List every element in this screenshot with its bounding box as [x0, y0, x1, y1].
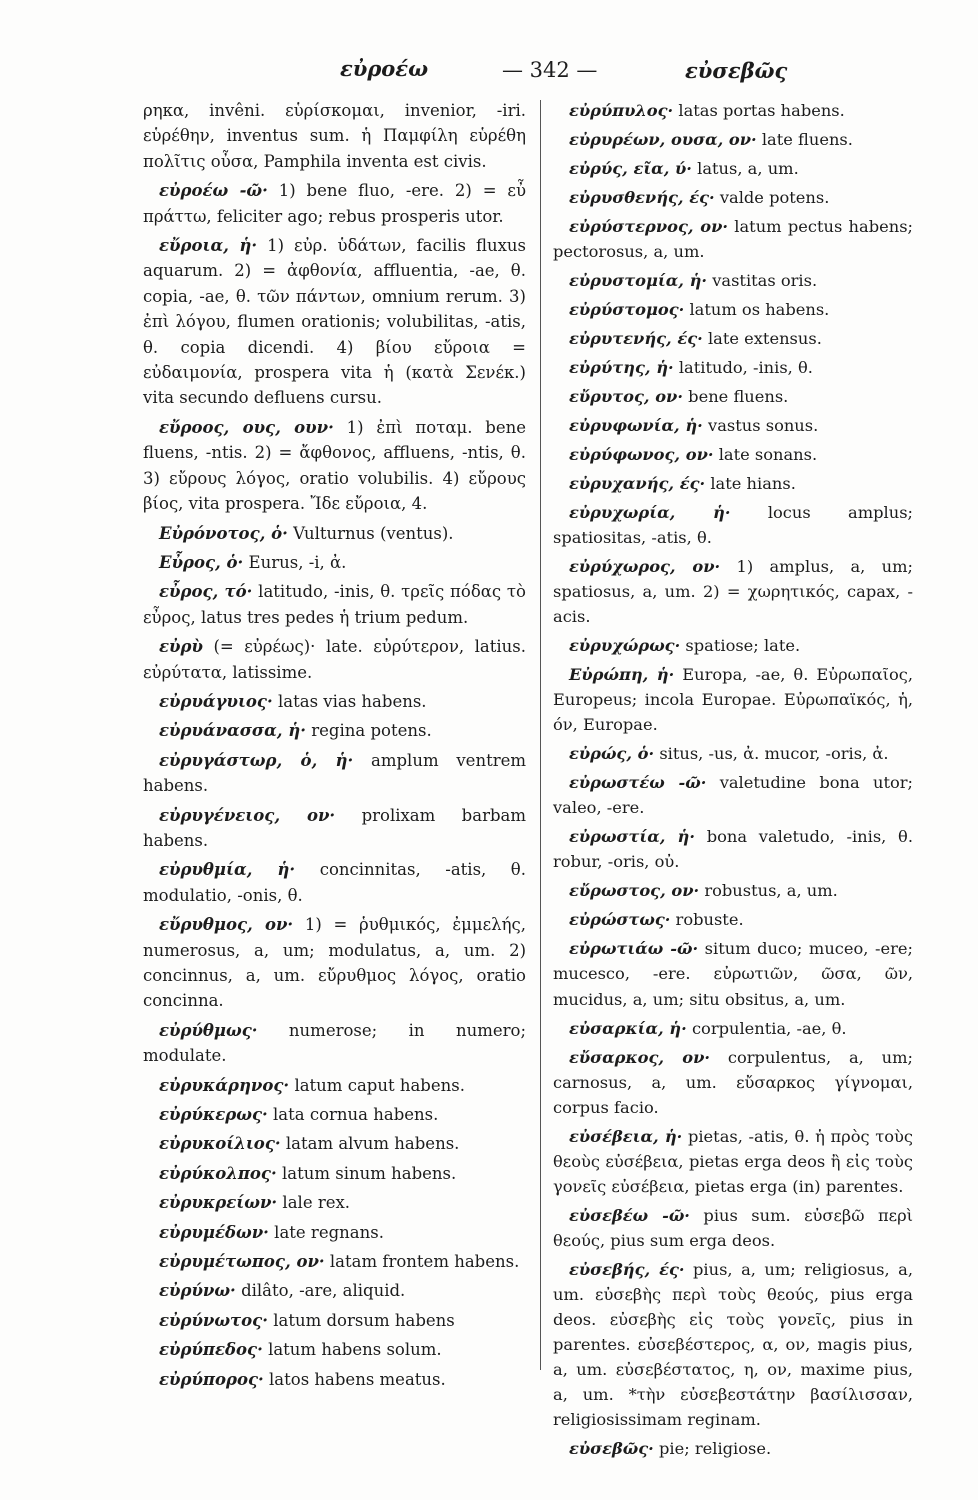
entry-headword: εὐρώς, ὁ·: [569, 744, 655, 764]
entry-definition: latam frontem habens.: [329, 1252, 520, 1272]
page-number: — 342 —: [502, 58, 598, 82]
entry-headword: εὐρὺ: [159, 637, 203, 657]
entry-headword: εὐρύτης, ἡ·: [569, 358, 674, 378]
dictionary-entry: [553, 384, 913, 409]
entry-definition: 1) amplus, a, um; spatiosus, a, um. 2) = χωρητικός, capax, -acis.: [553, 557, 913, 627]
dictionary-entry: [143, 98, 526, 174]
dictionary-entry: [553, 355, 913, 380]
entry-headword: εὖρος, τό·: [159, 582, 253, 602]
entry-headword: εὐρυκάρηνος·: [159, 1075, 290, 1095]
dictionary-entry: [553, 268, 913, 293]
entry-headword: εὐρύκολπος·: [159, 1163, 277, 1183]
entry-definition: bona valetudo, -inis, θ. robur, -oris, οὐ.: [553, 827, 913, 872]
entry-definition: robustus, a, um.: [704, 881, 838, 901]
dictionary-entry: [553, 1257, 913, 1432]
entry-headword: εὐρύστερνος, ον·: [569, 217, 729, 237]
dictionary-entry: [553, 471, 913, 496]
dictionary-entry: [553, 413, 913, 438]
entry-definition: latitudo, -inis, θ. τρεῖς πόδας τὸ εὖρος, latus tres pedes ἡ trium pedum.: [143, 582, 526, 627]
dictionary-entry: [143, 550, 526, 575]
entry-definition: late regnans.: [274, 1222, 384, 1242]
entry-definition: bene fluens.: [688, 387, 789, 407]
entry-definition: pius, a, um; religiosus, a, um. εὐσεβὴς περὶ τοὺς θεούς, pius erga deos. εὐσεβὴς εἰς τοὺς γονεῖς, pius in parentes. εὐσεβέστερος, α, ον, magis pius, a, um. εὐσεβέστατος, η, ον, maxime pius, a, um. *τὴν εὐσεβεστάτην βασίλισσαν, religiosissimam reginam.: [553, 1259, 913, 1429]
entry-definition: 1) εὐρ. ὑδάτων, facilis fluxus aquarum. 2) = ἀφθονία, affluentia, -ae, θ. copia, -ae, θ. τῶν πάντων, omnium rerum. 3) ἐπὶ λόγου, flumen orationis; volubilitas, -atis, θ. copia dicendi. 4) βίου εὔροια = εὐδαιμονία, prospera vita ἡ (κατὰ Σενέκ.) vita secundo defluens cursu.: [143, 236, 527, 408]
dictionary-entry: [143, 718, 526, 743]
entry-definition: pietas, -atis, θ. ἡ πρὸς τοὺς θεοὺς εὐσέβεια, pietas erga deos ἢ εἰς τοὺς γονεῖς εὐσέβεια, pietas erga (in) parentes.: [553, 1126, 914, 1196]
dictionary-entry: [553, 1016, 913, 1041]
entry-headword: εὐσεβής, ές·: [569, 1259, 685, 1279]
entry-headword: εὐσεβέω -ῶ·: [569, 1205, 690, 1225]
dictionary-entry: [553, 442, 913, 467]
dictionary-entry: [553, 500, 913, 550]
dictionary-entry: [143, 1308, 526, 1333]
entry-definition: late hians.: [710, 474, 796, 494]
dictionary-entry: [553, 770, 913, 820]
entry-definition: dilâto, -are, aliquid.: [241, 1281, 406, 1301]
entry-headword: εὐρύπεδος·: [159, 1340, 263, 1360]
entry-headword: εὐρυχώρως·: [569, 636, 681, 656]
entry-definition: lata cornua habens.: [273, 1105, 439, 1125]
dictionary-entry: [553, 936, 913, 1011]
entry-headword: εὐρυστομία, ἡ·: [569, 271, 708, 291]
dictionary-entry: [553, 1124, 913, 1199]
dictionary-entry: [553, 127, 913, 152]
entry-headword: εὐρυφωνία, ἡ·: [569, 416, 703, 436]
entry-definition: valetudine bona utor; valeo, -ere.: [553, 773, 914, 818]
entry-headword: εὐρυμέτωπος, ον·: [159, 1252, 325, 1272]
entry-headword: εὐρυγένειος, ον·: [159, 805, 336, 825]
entry-definition: 1) bene fluo, -ere. 2) = εὖ πράττω, feliciter ago; rebus prosperis utor.: [143, 181, 526, 226]
entry-headword: εὐρυτενής, ές·: [569, 329, 703, 349]
dictionary-entry: [143, 748, 526, 799]
entry-headword: εὔρυτος, ον·: [569, 387, 683, 407]
dictionary-entry: [143, 415, 526, 517]
entry-headword: εὐσεβῶς·: [569, 1438, 654, 1458]
entry-headword: εὐρύχωρος, ον·: [569, 557, 721, 577]
entry-headword: Εὖρος, ὁ·: [159, 552, 244, 572]
entry-definition: latum sinum habens.: [281, 1163, 457, 1183]
entry-headword: εὐρύπορος·: [159, 1369, 264, 1389]
entry-definition: amplum ventrem habens.: [143, 750, 527, 796]
entry-definition: situm duco; muceo, -ere; mucesco, -ere. εὐρωτιῶν, ῶσα, ῶν, mucidus, a, um; situ obsitus, a, um.: [553, 939, 913, 1009]
entry-definition: pie; religiose.: [659, 1438, 772, 1458]
dictionary-entry: [553, 326, 913, 351]
entry-definition: late sonans.: [718, 445, 818, 465]
dictionary-entry: [143, 233, 526, 411]
dictionary-entry: [553, 214, 913, 264]
entry-headword: εὐρωστία, ἡ·: [569, 827, 696, 847]
dictionary-entry: [553, 1203, 913, 1253]
entry-headword: εὐρυκοίλιος·: [159, 1134, 281, 1154]
entry-headword: εὐρυάγυιος·: [159, 691, 273, 711]
entry-headword: εὐρυχωρία, ἡ·: [569, 503, 731, 523]
entry-definition: latum dorsum habens: [273, 1310, 455, 1330]
entry-headword: εὐρύθμως·: [159, 1020, 258, 1040]
entry-definition: latam alvum habens.: [285, 1134, 460, 1154]
entry-headword: εὐρωτιάω -ῶ·: [569, 939, 699, 959]
entry-headword: εὔροια, ἡ·: [159, 236, 258, 256]
dictionary-entry: [143, 912, 526, 1014]
entry-definition: latum caput habens.: [294, 1075, 465, 1095]
entry-headword: εὐρυχανής, ές·: [569, 474, 706, 494]
entry-definition: ρηκα, invêni. εὑρίσκομαι, invenior, -iri. εὑρέθην, inventus sum. ἡ Παμφίλη εὑρέθη πολῖτις οὖσα, Pamphila inventa est civis.: [143, 101, 526, 171]
dictionary-entry: [143, 1018, 526, 1069]
entry-definition: latum habens solum.: [268, 1340, 442, 1360]
entry-definition: valde potens.: [719, 188, 830, 208]
entry-definition: vastitas oris.: [712, 271, 818, 291]
entry-definition: latum os habens.: [689, 300, 830, 320]
entry-headword: εὐρώστως·: [569, 910, 671, 930]
entry-definition: late extensus.: [707, 329, 822, 349]
left-column: [143, 98, 526, 1396]
entry-headword: εὐροέω -ῶ·: [159, 181, 268, 201]
dictionary-entry: [553, 741, 913, 766]
entry-headword: εὐρυσθενής, ές·: [569, 188, 715, 208]
entry-definition: latas portas habens.: [678, 101, 845, 120]
dictionary-entry: [553, 824, 913, 874]
entry-definition: lale rex.: [282, 1193, 351, 1213]
entry-headword: εὐρύς, εῖα, ύ·: [569, 159, 692, 179]
dictionary-entry: [553, 156, 913, 181]
entry-definition: 1) ἐπὶ ποταμ. bene fluens, -ntis. 2) = ἄφθονος, affluens, -ntis, θ. 3) εὔρους λόγος, oratio volubilis. 4) εὔρους βίος, vita prospera. Ἴδε εὔροια, 4.: [143, 417, 526, 514]
entry-headword: Εὐρώπη, ἡ·: [569, 665, 675, 685]
entry-definition: concinnitas, -atis, θ. modulatio, -onis, θ.: [143, 860, 526, 905]
entry-definition: vastus sonus.: [708, 416, 819, 436]
entry-headword: Εὐρόνοτος, ὁ·: [159, 523, 288, 543]
dictionary-entry: [143, 1161, 526, 1186]
entry-definition: numerose; in numero; modulate.: [143, 1020, 527, 1066]
dictionary-entry: [143, 1367, 526, 1392]
dictionary-entry: [553, 633, 913, 658]
dictionary-entry: [143, 1073, 526, 1098]
entry-headword: εὐρύπυλος·: [569, 101, 674, 120]
dictionary-entry: [143, 178, 526, 229]
entry-definition: latitudo, -inis, θ.: [678, 358, 813, 378]
entry-headword: εὐρυμέδων·: [159, 1222, 269, 1242]
entry-definition: Europa, -ae, θ. Εὐρωπαῖος, Europeus; incola Europae. Εὐρωπαϊκός, ἡ, όν, Europae.: [553, 665, 913, 735]
entry-headword: εὐρυκρείων·: [159, 1193, 278, 1213]
dictionary-entry: [553, 878, 913, 903]
entry-definition: latas vias habens.: [277, 691, 427, 711]
entry-definition: late fluens.: [761, 130, 853, 150]
entry-definition: robuste.: [675, 910, 744, 930]
dictionary-entry: [143, 1190, 526, 1215]
dictionary-entry: [143, 1249, 526, 1274]
entry-headword: εὔροος, ους, ουν·: [159, 417, 334, 437]
entry-headword: εὔρυθμος, ον·: [159, 915, 294, 935]
entry-headword: εὐρύνω·: [159, 1281, 236, 1301]
dictionary-entry: [143, 579, 526, 630]
entry-definition: situs, -us, ἀ. mucor, -oris, ἀ.: [659, 744, 889, 764]
dictionary-entry: [553, 1045, 913, 1120]
entry-headword: εὐρύνωτος·: [159, 1310, 268, 1330]
dictionary-entry: [143, 803, 526, 854]
entry-headword: εὐρύστομος·: [569, 300, 685, 320]
header-right-word: εὐσεβῶς: [685, 58, 788, 83]
entry-headword: εὐσαρκία, ἡ·: [569, 1018, 687, 1038]
column-divider: [540, 100, 541, 1370]
dictionary-entry: [553, 554, 913, 629]
entry-headword: εὐσέβεια, ἡ·: [569, 1126, 683, 1146]
entry-definition: latos habens meatus.: [269, 1369, 446, 1389]
entry-headword: εὐρυρέων, ουσα, ον·: [569, 130, 757, 150]
dictionary-entry: [553, 98, 913, 123]
entry-definition: 1) = ῥυθμικός, ἐμμελής, numerosus, a, um; modulatus, a, um. 2) concinnus, a, um. εὔρυθμος λόγος, oratio concinna.: [143, 915, 527, 1011]
dictionary-entry: [143, 634, 526, 685]
dictionary-entry: [143, 689, 526, 714]
entry-definition: locus amplus; spatiositas, -atis, θ.: [553, 503, 914, 548]
dictionary-entry: [143, 1131, 526, 1156]
entry-headword: εὐρωστέω -ῶ·: [569, 773, 707, 793]
entry-headword: εὔρωστος, ον·: [569, 881, 700, 901]
header-left-word: εὐροέω: [340, 56, 429, 81]
dictionary-entry: [553, 297, 913, 322]
running-head: [140, 56, 790, 86]
entry-definition: (= εὐρέως)· late. εὐρύτερον, latius. εὐρύτατα, latissime.: [143, 637, 526, 682]
entry-definition: corpulentia, -ae, θ.: [691, 1018, 847, 1038]
entry-definition: corpulentus, a, um; carnosus, a, um. εὔσαρκος γίγνομαι, corpus facio.: [553, 1047, 913, 1117]
dictionary-entry: [143, 521, 526, 546]
entry-definition: Eurus, -i, ἀ.: [248, 552, 347, 572]
dictionary-entry: [143, 1220, 526, 1245]
entry-definition: spatiose; late.: [685, 636, 801, 656]
entry-headword: εὐρύφωνος, ον·: [569, 445, 714, 465]
entry-headword: εὐρύκερως·: [159, 1105, 268, 1125]
entry-definition: prolixam barbam habens.: [143, 805, 527, 850]
entry-definition: Vulturnus (ventus).: [293, 523, 454, 543]
entry-headword: εὐρυθμία, ἡ·: [159, 860, 296, 880]
dictionary-entry: [143, 1102, 526, 1127]
dictionary-entry: [143, 1337, 526, 1362]
dictionary-entry: [553, 1436, 913, 1461]
dictionary-entry: [553, 907, 913, 932]
dictionary-entry: [553, 662, 913, 737]
entry-definition: pius sum. εὐσεβῶ περὶ θεούς, pius sum erga deos.: [553, 1205, 914, 1250]
entry-headword: εὐρυάνασσα, ἡ·: [159, 721, 307, 741]
right-column: [553, 98, 913, 1465]
dictionary-entry: [143, 1278, 526, 1303]
entry-definition: latus, a, um.: [697, 159, 799, 179]
dictionary-entry: [553, 185, 913, 210]
entry-headword: εὔσαρκος, ον·: [569, 1047, 711, 1067]
entry-definition: regina potens.: [311, 721, 432, 741]
dictionary-entry: [143, 857, 526, 908]
entry-headword: εὐρυγάστωρ, ὁ, ἡ·: [159, 750, 354, 770]
entry-definition: latum pectus habens; pectorosus, a, um.: [553, 217, 914, 262]
